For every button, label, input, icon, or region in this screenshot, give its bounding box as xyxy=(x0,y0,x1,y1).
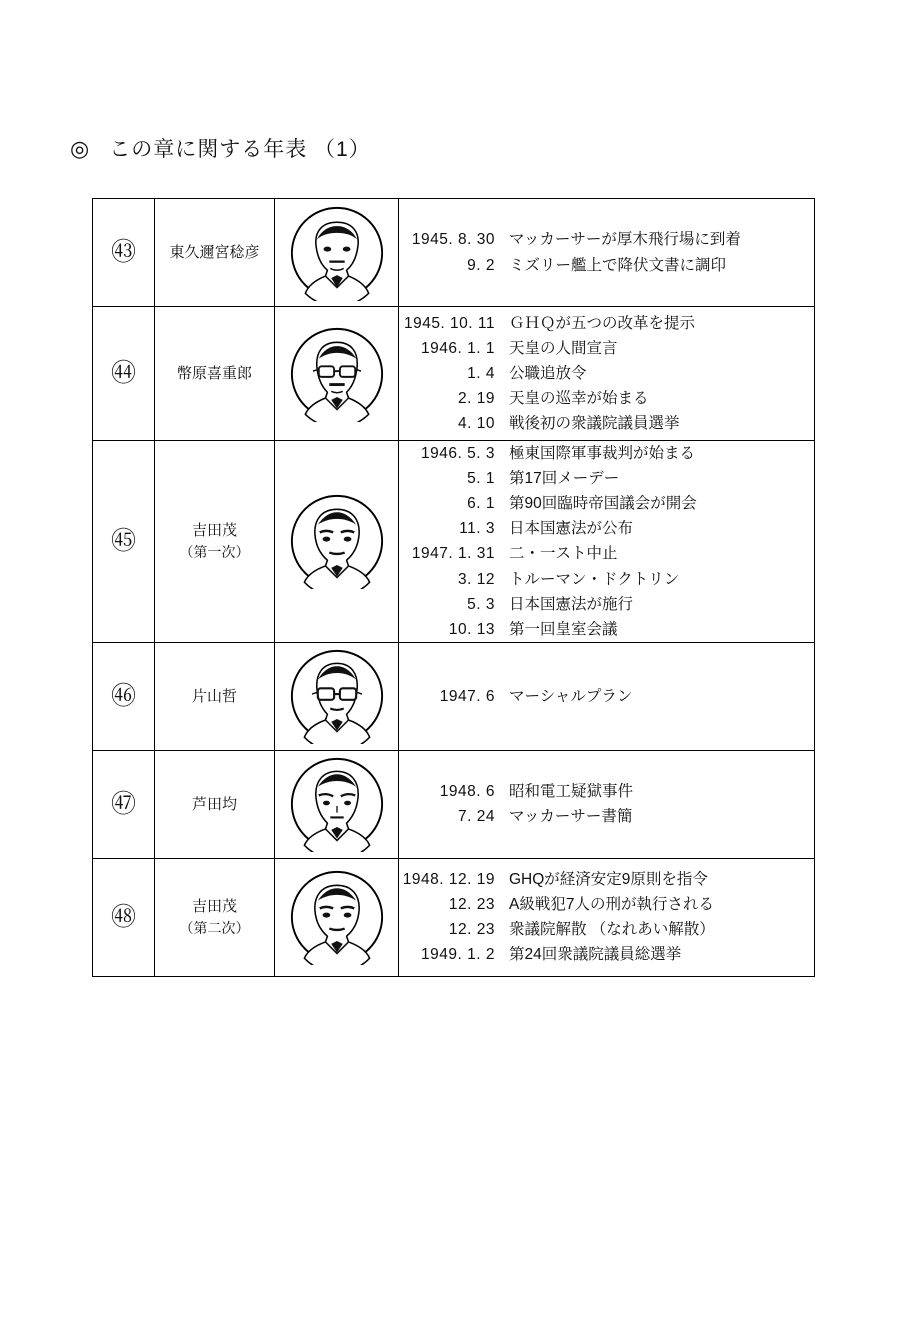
portrait-icon xyxy=(289,756,385,852)
event-line xyxy=(399,441,814,466)
event-text: 第90回臨時帝国議会が開会 xyxy=(509,495,697,513)
event-text: トルーマン・ドクトリン xyxy=(509,570,680,588)
row-name-main: 幣原喜重郎 xyxy=(176,364,252,382)
row-name xyxy=(155,441,275,643)
table-body xyxy=(93,199,815,977)
event-date: 5. 3 xyxy=(467,595,495,613)
event-line xyxy=(399,336,814,361)
event-line xyxy=(399,892,814,917)
table-row xyxy=(93,750,815,858)
event-text: 第17回メーデー xyxy=(509,470,620,488)
event-line xyxy=(399,867,814,892)
event-text: A級戦犯7人の刑が執行される xyxy=(509,896,714,914)
portrait-cell xyxy=(275,642,399,750)
event-text: 第一回皇室会議 xyxy=(509,620,618,638)
event-line xyxy=(399,466,814,491)
event-text: 二・一スト中止 xyxy=(509,545,618,563)
row-number: ㊽ xyxy=(93,858,155,976)
event-date: 4. 10 xyxy=(458,415,495,433)
event-date: 11. 3 xyxy=(459,520,495,538)
portrait-cell xyxy=(275,441,399,643)
event-line xyxy=(399,386,814,411)
portrait-cell xyxy=(275,858,399,976)
event-text: マッカーサーが厚木飛行場に到着 xyxy=(509,231,741,249)
event-line xyxy=(399,942,814,967)
event-date: 1948. 6 xyxy=(439,783,495,801)
event-text: 日本国憲法が公布 xyxy=(509,520,634,538)
event-line xyxy=(399,617,814,642)
row-name-sub: （第二次） xyxy=(179,920,250,937)
event-line xyxy=(399,917,814,942)
event-text: マーシャルプラン xyxy=(509,687,633,705)
event-date: 1949. 1. 2 xyxy=(421,946,495,964)
event-text: 日本国憲法が施行 xyxy=(509,595,634,613)
event-text: 戦後初の衆議院議員選挙 xyxy=(509,415,680,433)
table-row xyxy=(93,441,815,643)
event-date: 6. 1 xyxy=(467,495,495,513)
row-number: ㊻ xyxy=(93,642,155,750)
event-line xyxy=(399,516,814,541)
page-title-text: この章に関する年表 （1） xyxy=(109,138,371,161)
event-line xyxy=(399,804,814,829)
event-date: 1947. 1. 31 xyxy=(411,545,495,563)
table-row xyxy=(93,858,815,976)
event-date: 1. 4 xyxy=(467,364,495,382)
row-name xyxy=(155,858,275,976)
row-number: ㊼ xyxy=(93,750,155,858)
event-date: 10. 13 xyxy=(448,620,495,638)
event-date: 1947. 6 xyxy=(439,687,495,705)
event-date: 1948. 12. 19 xyxy=(402,871,495,889)
portrait-icon xyxy=(289,648,385,744)
event-line xyxy=(399,684,814,709)
event-line xyxy=(399,411,814,436)
event-text: 天皇の人間宣言 xyxy=(509,339,618,357)
page-title xyxy=(70,133,371,163)
bullet-icon: ◎ xyxy=(70,136,90,161)
event-line xyxy=(399,567,814,592)
portrait-icon xyxy=(289,493,385,589)
event-line xyxy=(399,227,814,252)
event-date: 1946. 1. 1 xyxy=(421,339,495,357)
events-cell xyxy=(399,858,815,976)
events-cell xyxy=(399,750,815,858)
event-text: 極東国際軍事裁判が始まる xyxy=(509,445,696,462)
row-name-main: 東久邇宮稔彦 xyxy=(169,243,260,261)
row-number: ㊺ xyxy=(93,441,155,643)
event-date: 1946. 5. 3 xyxy=(421,445,495,462)
row-name-main: 芦田均 xyxy=(191,795,237,813)
event-date: 12. 23 xyxy=(448,896,495,914)
event-line xyxy=(399,491,814,516)
event-text: 天皇の巡幸が始まる xyxy=(509,390,649,408)
row-name-sub: （第一次） xyxy=(179,544,250,561)
row-number: ㊸ xyxy=(93,199,155,307)
table-row xyxy=(93,307,815,441)
row-name-main: 吉田茂 xyxy=(191,522,237,540)
row-name xyxy=(155,750,275,858)
row-name-main: 吉田茂 xyxy=(191,898,237,916)
row-name xyxy=(155,199,275,307)
table-row xyxy=(93,642,815,750)
event-line xyxy=(399,779,814,804)
portrait-cell xyxy=(275,307,399,441)
event-text: ミズリー艦上で降伏文書に調印 xyxy=(509,256,727,274)
event-date: 5. 1 xyxy=(467,470,495,488)
event-date: 1945. 10. 11 xyxy=(403,314,495,332)
portrait-icon xyxy=(289,205,385,301)
event-text: マッカーサー書簡 xyxy=(509,808,633,826)
row-name-main: 片山哲 xyxy=(191,687,237,705)
event-date: 2. 19 xyxy=(458,390,495,408)
table-row xyxy=(93,199,815,307)
events-cell xyxy=(399,642,815,750)
portrait-icon xyxy=(289,326,385,422)
row-name xyxy=(155,307,275,441)
portrait-cell xyxy=(275,750,399,858)
event-date: 3. 12 xyxy=(458,570,495,588)
event-line xyxy=(399,541,814,566)
event-text: 第24回衆議院議員総選挙 xyxy=(509,946,682,964)
chronology-table xyxy=(92,198,815,977)
event-text: 昭和電工疑獄事件 xyxy=(509,783,634,801)
event-line xyxy=(399,592,814,617)
event-date: 1945. 8. 30 xyxy=(411,231,495,249)
events-cell xyxy=(399,441,815,643)
portrait-cell xyxy=(275,199,399,307)
event-line xyxy=(399,253,814,278)
event-date: 9. 2 xyxy=(467,256,495,274)
event-date: 7. 24 xyxy=(458,808,495,826)
event-line xyxy=(399,361,814,386)
events-cell xyxy=(399,307,815,441)
event-line xyxy=(399,311,814,336)
event-text: ＧＨＱが五つの改革を提示 xyxy=(509,314,696,332)
portrait-icon xyxy=(289,869,385,965)
event-text: 公職追放令 xyxy=(509,364,587,382)
row-name xyxy=(155,642,275,750)
event-date: 12. 23 xyxy=(448,921,495,939)
event-text: 衆議院解散 （なれあい解散） xyxy=(509,921,715,939)
events-cell xyxy=(399,199,815,307)
event-text: GHQが経済安定9原則を指令 xyxy=(509,871,708,889)
row-number: ㊹ xyxy=(93,307,155,441)
